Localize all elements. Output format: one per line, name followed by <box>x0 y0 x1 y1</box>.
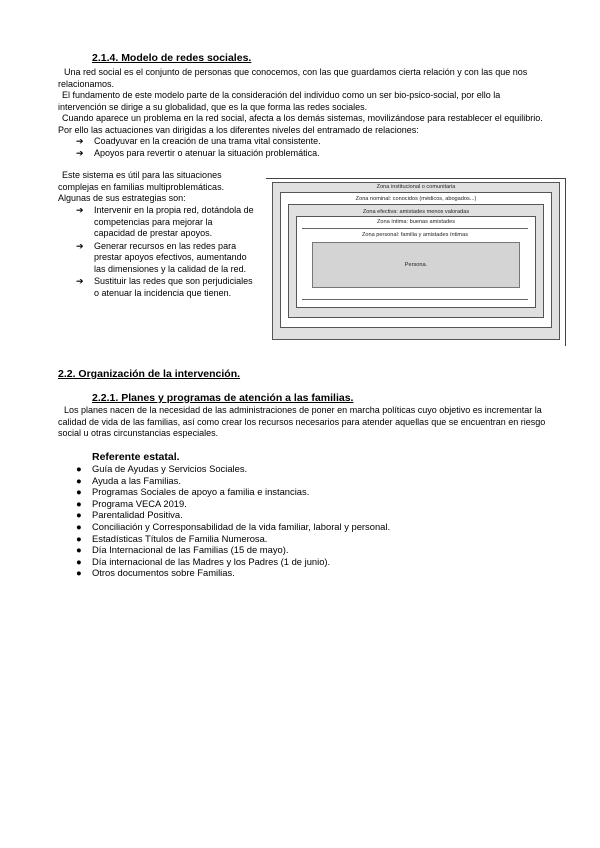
bullet-icon: ● <box>76 497 82 509</box>
bullet-icon: ● <box>76 532 82 544</box>
bullet-icon: ● <box>76 474 82 486</box>
list-item: ● Día Internacional de las Familias (15 de mayo). <box>76 544 289 556</box>
zone-label: Zona nominal: conocidos (médicos, abogados...) <box>355 196 477 202</box>
zone-persona <box>312 242 520 288</box>
list-item: ● Parentalidad Positiva. <box>76 509 183 521</box>
zone-label: Zona íntima: buenas amistades <box>376 219 456 225</box>
social-network-zones-diagram <box>266 178 566 346</box>
bullet-icon: ● <box>76 567 82 579</box>
arrow-right-icon: ➔ <box>76 147 84 158</box>
list-item: ➔ Generar recursos en las redes para prestar apoyos efectivos, aumentando las dimensiones y la calidad de la red. <box>76 240 247 274</box>
section-heading-2-2-1: 2.2.1. Planes y programas de atención a las familias. <box>92 392 354 404</box>
zone-label: Persona. <box>404 262 428 268</box>
list-item: ➔ Apoyos para revertir o atenuar la situación problemática. <box>76 147 320 158</box>
paragraph-sistema-util: Este sistema es útil para las situaciones complejas en familias multiproblemáticas. Algunas de sus estrategias son: <box>58 170 225 203</box>
list-item: ● Programa VECA 2019. <box>76 497 187 509</box>
diagram-right-border <box>565 178 566 346</box>
zone-label: Zona institucional o comunitaria <box>376 184 456 190</box>
list-item: ● Guía de Ayudas y Servicios Sociales. <box>76 463 248 474</box>
section-heading-2-1-4: 2.1.4. Modelo de redes sociales. <box>92 52 252 64</box>
arrow-list-strategies <box>76 205 256 299</box>
bullet-list-referente <box>76 463 546 579</box>
paragraph-fundamento: El fundamento de este modelo parte de la consideración del individuo como un ser bio-psico-social, por ello la intervención se dirige a su globalidad, que es la que forma las redes sociales. <box>58 90 501 112</box>
list-item: ➔ Coadyuvar en la creación de una trama vital consistente. <box>76 136 321 146</box>
list-item: ● Ayuda a las Familias. <box>76 474 181 486</box>
list-item: ● Otros documentos sobre Familias. <box>76 567 235 579</box>
arrow-list-actions <box>76 136 536 159</box>
arrow-right-icon: ➔ <box>76 205 84 215</box>
bullet-icon: ● <box>76 544 82 556</box>
zone-label: Zona efectiva: amistades menos valoradas <box>362 209 470 215</box>
list-item: ➔ Intervenir en la propia red, dotándola de competencias para mejorar la capacidad de prestar apoyos. <box>76 205 254 238</box>
list-item: ● Programas Sociales de apoyo a familia e instancias. <box>76 486 310 498</box>
bullet-icon: ● <box>76 520 82 532</box>
bullet-icon: ● <box>76 463 82 474</box>
list-item: ● Día internacional de las Madres y los Padres (1 de junio). <box>76 555 331 567</box>
bullet-icon: ● <box>76 509 82 521</box>
list-item: ● Estadísticas Títulos de Familia Numerosa. <box>76 532 268 544</box>
referente-estatal-heading: Referente estatal. <box>92 451 180 463</box>
bullet-icon: ● <box>76 486 82 498</box>
diagram-top-border <box>266 178 566 179</box>
paragraph-planes: Los planes nacen de la necesidad de las administraciones de poner en marcha políticas cuyo objetivo es incrementar la calidad de vida de las familias, así como crear los recursos necesarios para atender aquellas que se encuentran en riesgo social u otras circunstancias especiales. <box>58 405 546 438</box>
zone-label: Zona personal: familia y amistades íntimas <box>361 232 469 238</box>
bullet-icon: ● <box>76 555 82 567</box>
arrow-right-icon: ➔ <box>76 276 84 286</box>
arrow-right-icon: ➔ <box>76 240 84 251</box>
paragraph-red-social: Una red social es el conjunto de personas que conocemos, con las que guardamos cierta relación y con las que nos relacionamos. <box>58 67 528 89</box>
arrow-right-icon: ➔ <box>76 136 84 146</box>
list-item: ● Conciliación y Corresponsabilidad de la vida familiar, laboral y personal. <box>76 520 391 532</box>
section-heading-2-2: 2.2. Organización de la intervención. <box>58 368 241 380</box>
paragraph-problema: Cuando aparece un problema en la red social, afecta a los demás sistemas, movilizándose para restablecer el equilibrio. Por ello las actuaciones van dirigidas a los diferentes niveles del entramado de relaciones: <box>58 113 543 135</box>
list-item: ➔ Sustituir las redes que son perjudiciales o atenuar la incidencia que tienen. <box>76 276 253 298</box>
